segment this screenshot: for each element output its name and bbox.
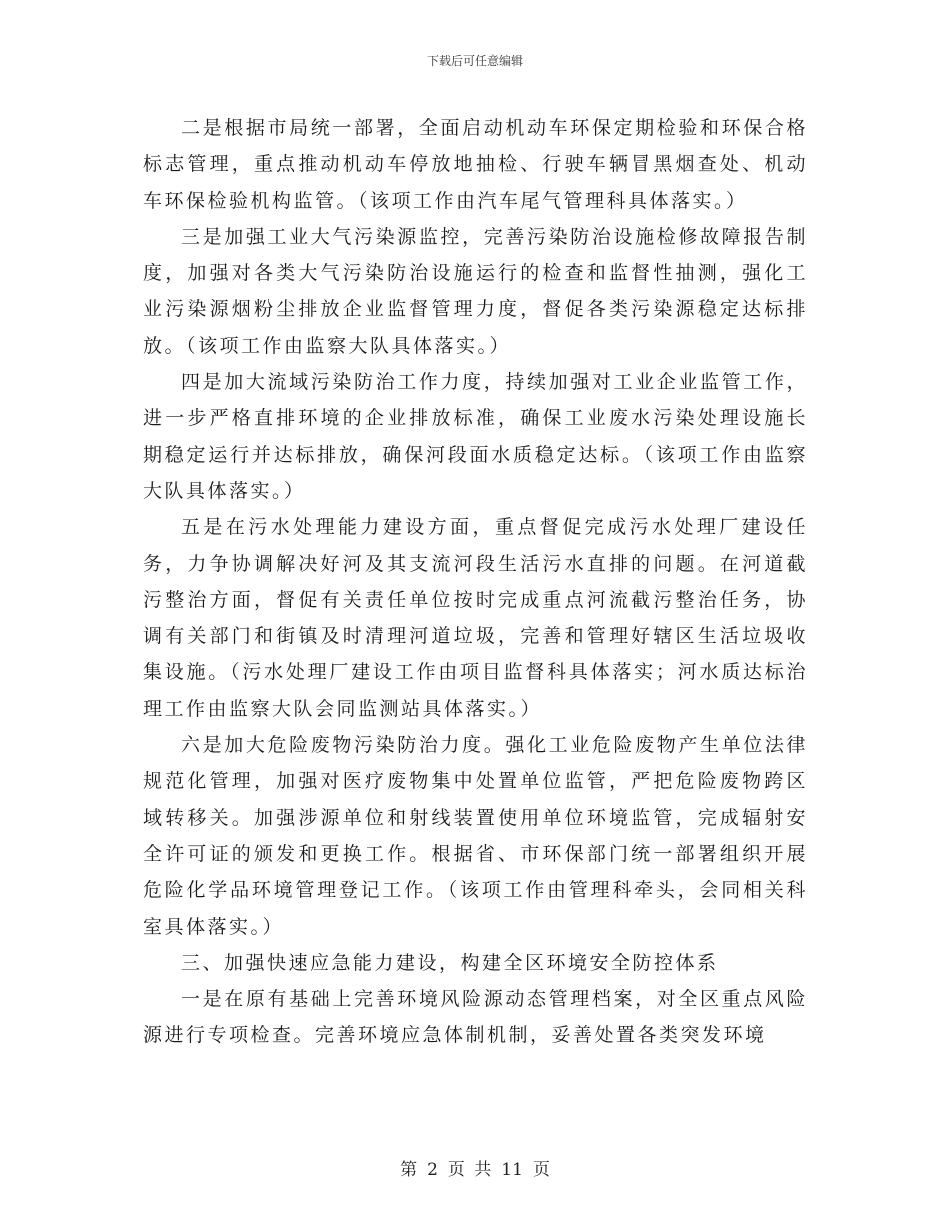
page-number: 2 [427,1160,438,1180]
footer-suffix: 页 [532,1160,550,1180]
page-header-note: 下载后可任意编辑 [426,54,523,68]
paragraph-item-5: 五是在污水处理能力建设方面，重点督促完成污水处理厂建设任务，力争协调解决好河及其支流河段生活污水直排的问题。在河道截污整治方面，督促有关责任单位按时完成重点河流截污整治任务，协调有关部门和街镇及时清理河道垃圾，完善和管理好辖区生活垃圾收集设施。（污水处理厂建设工作由项目监督科具体落实；河水质达标治理工作由监察大队会同监测站具体落实。） [143,516,808,720]
paragraph-item-3: 三是加强工业大气污染源监控，完善污染防治设施检修故障报告制度，加强对各类大气污染防治设施运行的检查和监督性抽测，强化工业污染源烟粉尘排放企业监督管理力度，督促各类污染源稳定达标排放。（该项工作由监察大队具体落实。） [143,225,808,357]
paragraph-item-1: 一是在原有基础上完善环境风险源动态管理档案，对全区重点风险源进行专项检查。完善环境应急体制机制，妥善处置各类突发环境 [143,988,808,1047]
footer-prefix: 第 [400,1160,418,1180]
page-footer [0,1155,950,1180]
section-heading: 三、加强快速应急能力建设，构建全区环境安全防控体系 [181,951,719,974]
document-body [143,110,808,1054]
paragraph-item-2: 二是根据市局统一部署，全面启动机动车环保定期检验和环保合格标志管理，重点推动机动车停放地抽检、行驶车辆冒黑烟查处、机动车环保检验机构监管。（该项工作由汽车尾气管理科具体落实。） [143,117,808,212]
paragraph-item-4: 四是加大流域污染防治工作力度，持续加强对工业企业监管工作，进一步严格直排环境的企业排放标准，确保工业废水污染处理设施长期稳定运行并达标排放，确保河段面水质稳定达标。（该项工作由监察大队具体落实。） [143,371,808,502]
footer-mid: 页 共 [447,1160,492,1180]
total-pages: 11 [501,1160,523,1180]
paragraph-item-6: 六是加大危险废物污染防治力度。强化工业危险废物产生单位法律规范化管理，加强对医疗废物集中处置单位监管，严把危险废物跨区域转移关。加强涉源单位和射线装置使用单位环境监管，完成辐射安全许可证的颁发和更换工作。根据省、市环保部门统一部署组织开展危险化学品环境管理登记工作。（该项工作由管理科牵头，会同相关科室具体落实。） [143,734,808,938]
